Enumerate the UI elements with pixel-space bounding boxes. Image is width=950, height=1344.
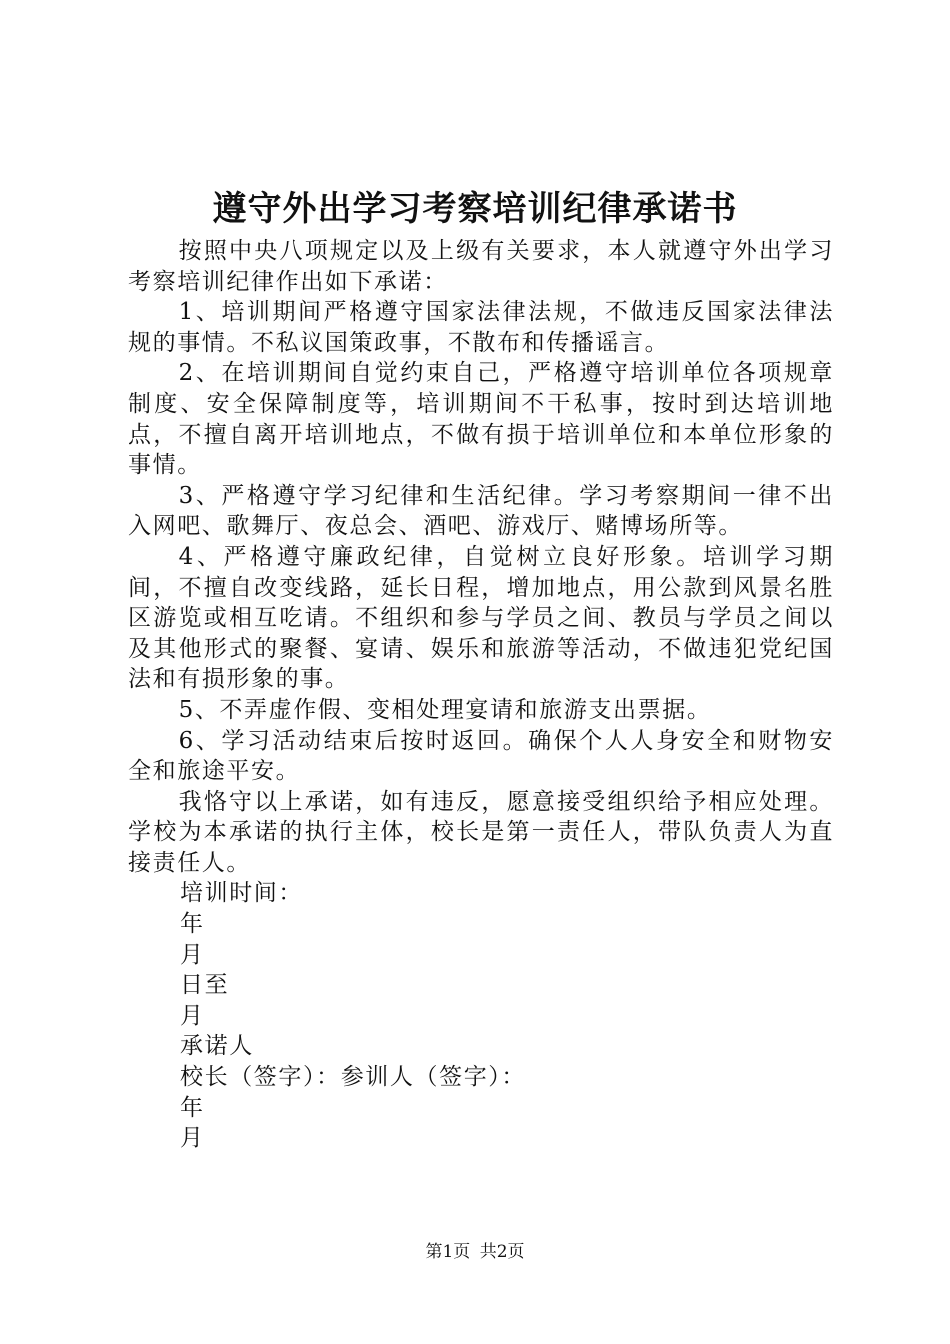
commitment-item-3: 3、严格遵守学习纪律和生活纪律。学习考察期间一律不出入网吧、歌舞厅、夜总会、酒吧、游戏厅、赌博场所等。 [128, 482, 834, 540]
commitment-item-5: 5、不弄虚作假、变相处理宴请和旅游支出票据。 [178, 696, 712, 723]
intro-paragraph: 按照中央八项规定以及上级有关要求，本人就遵守外出学习考察培训纪律作出如下承诺： [128, 238, 834, 295]
page-footer: 第1页 共2页 [425, 1242, 525, 1262]
document-body [128, 236, 834, 1154]
closing-paragraph: 我恪守以上承诺，如有违反，愿意接受组织给予相应处理。学校为本承诺的执行主体，校长是第一责任人，带队负责人为直接责任人。 [128, 788, 834, 876]
sign-year-label: 年 [180, 1094, 205, 1121]
commitment-item-4: 4、严格遵守廉政纪律，自觉树立良好形象。培训学习期间，不擅自改变线路，延长日程，增加地点，用公款到风景名胜区游览或相互吃请。不组织和参与学员之间、教员与学员之间以及其他形式的聚餐、宴请、娱乐和旅游等活动，不做违犯党纪国法和有损形象的事。 [128, 543, 834, 693]
commitment-item-1: 1、培训期间严格遵守国家法律法规，不做违反国家法律法规的事情。不私议国策政事，不散布和传播谣言。 [128, 299, 834, 356]
date-year-label: 年 [180, 911, 205, 938]
document-title: 遵守外出学习考察培训纪律承诺书 [212, 189, 738, 229]
training-time-label: 培训时间： [180, 880, 303, 907]
promisor-label: 承诺人 [180, 1033, 254, 1060]
date-day-to-label: 日至 [180, 972, 230, 999]
signature-fields: 校长（签字）：参训人（签字）： [180, 1064, 526, 1091]
commitment-item-6: 6、学习活动结束后按时返回。确保个人人身安全和财物安全和旅途平安。 [128, 727, 834, 785]
date-month-end-label: 月 [180, 1002, 205, 1029]
date-month-label: 月 [180, 941, 205, 968]
commitment-item-2: 2、在培训期间自觉约束自己，严格遵守培训单位各项规章制度、安全保障制度等，培训期间不干私事，按时到达培训地点，不擅自离开培训地点，不做有损于培训单位和本单位形象的事情。 [128, 360, 834, 479]
sign-month-label: 月 [180, 1125, 205, 1152]
